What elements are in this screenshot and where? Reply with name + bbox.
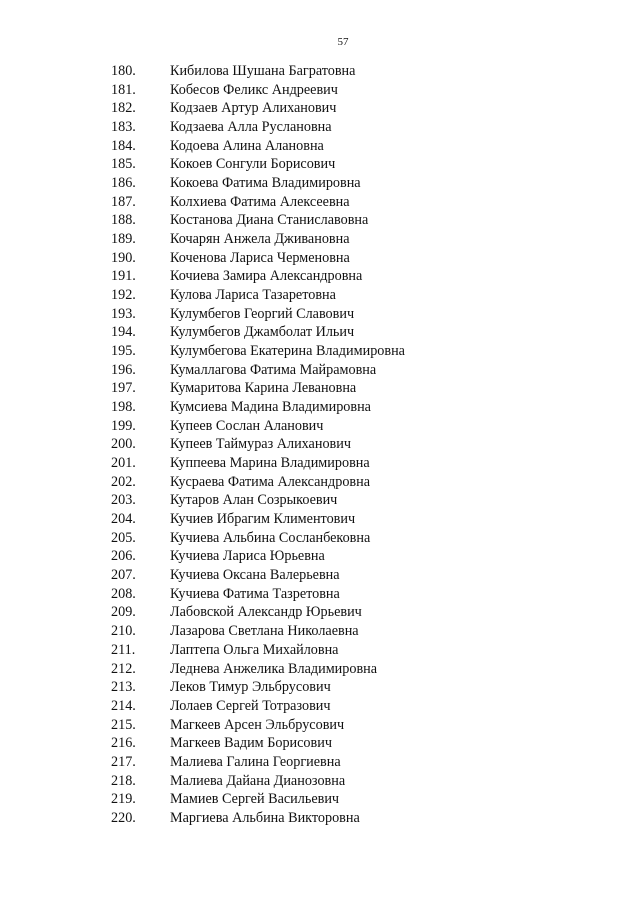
list-item xyxy=(0,361,640,380)
list-item xyxy=(0,660,640,679)
list-item xyxy=(0,566,640,585)
entry-name: Кодзаева Алла Руслановна xyxy=(170,119,332,136)
entry-number: 212. xyxy=(111,660,136,677)
entry-name: Кучиева Лариса Юрьевна xyxy=(170,548,325,565)
entry-name: Коченова Лариса Черменовна xyxy=(170,249,350,266)
list-item xyxy=(0,547,640,566)
list-item xyxy=(0,193,640,212)
entry-name: Кокоева Фатима Владимировна xyxy=(170,175,361,192)
list-item xyxy=(0,641,640,660)
list-item xyxy=(0,342,640,361)
entry-name: Кобесов Феликс Андреевич xyxy=(170,81,338,98)
list-item xyxy=(0,772,640,791)
list-item xyxy=(0,603,640,622)
entry-number: 195. xyxy=(111,343,136,360)
entry-name: Лабовской Александр Юрьевич xyxy=(170,604,362,621)
entry-number: 217. xyxy=(111,753,136,770)
entry-name: Кучиева Фатима Тазретовна xyxy=(170,585,340,602)
entry-name: Кодоева Алина Алановна xyxy=(170,137,324,154)
list-item xyxy=(0,716,640,735)
page-number: 57 xyxy=(337,36,349,48)
entry-number: 220. xyxy=(111,809,136,826)
entry-name: Кусраева Фатима Александровна xyxy=(170,473,371,490)
entry-name: Лаптепа Ольга Михайловна xyxy=(170,641,339,658)
list-item xyxy=(0,267,640,286)
entry-name: Леднева Анжелика Владимировна xyxy=(170,660,378,677)
list-item xyxy=(0,137,640,156)
list-item xyxy=(0,510,640,529)
entry-name: Колхиева Фатима Алексеевна xyxy=(170,193,350,210)
list-item xyxy=(0,323,640,342)
entry-number: 191. xyxy=(111,268,136,285)
entry-number: 208. xyxy=(111,585,136,602)
entry-number: 206. xyxy=(111,548,136,565)
list-item xyxy=(0,790,640,809)
entry-number: 214. xyxy=(111,697,136,714)
list-item xyxy=(0,155,640,174)
entry-name: Кучиева Альбина Сосланбековна xyxy=(170,529,371,546)
entry-number: 202. xyxy=(111,473,136,490)
entry-number: 219. xyxy=(111,791,136,808)
entry-number: 193. xyxy=(111,305,136,322)
entry-number: 183. xyxy=(111,119,136,136)
list-item xyxy=(0,379,640,398)
list-item xyxy=(0,678,640,697)
entry-number: 201. xyxy=(111,455,136,472)
entry-name: Кулумбегов Георгий Славович xyxy=(170,305,355,322)
entry-number: 209. xyxy=(111,604,136,621)
list-item xyxy=(0,585,640,604)
entry-name: Кучиев Ибрагим Климентович xyxy=(170,511,356,528)
entry-name: Маргиева Альбина Викторовна xyxy=(170,809,360,826)
list-item xyxy=(0,734,640,753)
list-item xyxy=(0,81,640,100)
entry-name: Купеев Сослан Аланович xyxy=(170,417,324,434)
list-item xyxy=(0,211,640,230)
entry-name: Кокоев Сонгули Борисович xyxy=(170,156,336,173)
entry-number: 215. xyxy=(111,716,136,733)
entry-name: Магкеев Вадим Борисович xyxy=(170,735,332,752)
entry-number: 189. xyxy=(111,231,136,248)
entry-name: Костанова Диана Станиславовна xyxy=(170,212,369,229)
entry-number: 187. xyxy=(111,193,136,210)
list-item xyxy=(0,622,640,641)
list-item xyxy=(0,305,640,324)
entry-number: 190. xyxy=(111,249,136,266)
entry-number: 197. xyxy=(111,380,136,397)
list-item xyxy=(0,118,640,137)
entry-name: Кулумбегова Екатерина Владимировна xyxy=(170,343,405,360)
entry-number: 207. xyxy=(111,567,136,584)
entry-name: Лолаев Сергей Тотразович xyxy=(170,697,331,714)
entry-name: Леков Тимур Эльбрусович xyxy=(170,679,331,696)
entry-name: Кумсиева Мадина Владимировна xyxy=(170,399,371,416)
list-item xyxy=(0,249,640,268)
entry-name: Кодзаев Артур Алиханович xyxy=(170,100,337,117)
entry-name: Купеев Таймураз Алиханович xyxy=(170,436,351,453)
entry-name: Малиева Галина Георгиевна xyxy=(170,753,341,770)
entry-number: 184. xyxy=(111,137,136,154)
entry-number: 180. xyxy=(111,63,136,79)
list-item xyxy=(0,473,640,492)
entry-number: 186. xyxy=(111,175,136,192)
entry-name: Малиева Дайана Дианозовна xyxy=(170,772,346,789)
entry-name: Кочиева Замира Александровна xyxy=(170,268,363,285)
list-item xyxy=(0,491,640,510)
list-item xyxy=(0,174,640,193)
entry-number: 185. xyxy=(111,156,136,173)
list-item xyxy=(0,529,640,548)
entry-number: 204. xyxy=(111,511,136,528)
entry-number: 192. xyxy=(111,287,136,304)
entry-name: Магкеев Арсен Эльбрусович xyxy=(170,716,345,733)
entry-number: 196. xyxy=(111,361,136,378)
name-list xyxy=(0,62,640,828)
entry-name: Кучиева Оксана Валерьевна xyxy=(170,567,340,584)
entry-name: Кочарян Анжела Дживановна xyxy=(170,231,350,248)
entry-name: Кумаллагова Фатима Майрамовна xyxy=(170,361,377,378)
entry-number: 211. xyxy=(111,641,136,658)
entry-name: Кулова Лариса Тазаретовна xyxy=(170,287,336,304)
entry-number: 198. xyxy=(111,399,136,416)
entry-number: 188. xyxy=(111,212,136,229)
entry-number: 200. xyxy=(111,436,136,453)
list-item xyxy=(0,753,640,772)
list-item xyxy=(0,286,640,305)
entry-number: 199. xyxy=(111,417,136,434)
list-item xyxy=(0,398,640,417)
entry-name: Лазарова Светлана Николаевна xyxy=(170,623,359,640)
entry-number: 181. xyxy=(111,81,136,98)
entry-number: 213. xyxy=(111,679,136,696)
entry-number: 203. xyxy=(111,492,136,509)
entry-name: Куппеева Марина Владимировна xyxy=(170,455,370,472)
entry-number: 194. xyxy=(111,324,136,341)
list-item xyxy=(0,697,640,716)
entry-number: 218. xyxy=(111,772,136,789)
list-item xyxy=(0,435,640,454)
entry-number: 182. xyxy=(111,100,136,117)
entry-name: Кутаров Алан Созрыкоевич xyxy=(170,492,338,509)
list-item xyxy=(0,454,640,473)
entry-name: Мамиев Сергей Васильевич xyxy=(170,791,340,808)
entry-name: Кибилова Шушана Багратовна xyxy=(170,63,356,79)
list-item xyxy=(0,809,640,828)
list-item xyxy=(0,62,640,81)
list-item xyxy=(0,417,640,436)
list-item xyxy=(0,99,640,118)
entry-number: 210. xyxy=(111,623,136,640)
entry-name: Кумаритова Карина Левановна xyxy=(170,380,357,397)
entry-name: Кулумбегов Джамболат Ильич xyxy=(170,324,355,341)
entry-number: 205. xyxy=(111,529,136,546)
entry-number: 216. xyxy=(111,735,136,752)
list-item xyxy=(0,230,640,249)
